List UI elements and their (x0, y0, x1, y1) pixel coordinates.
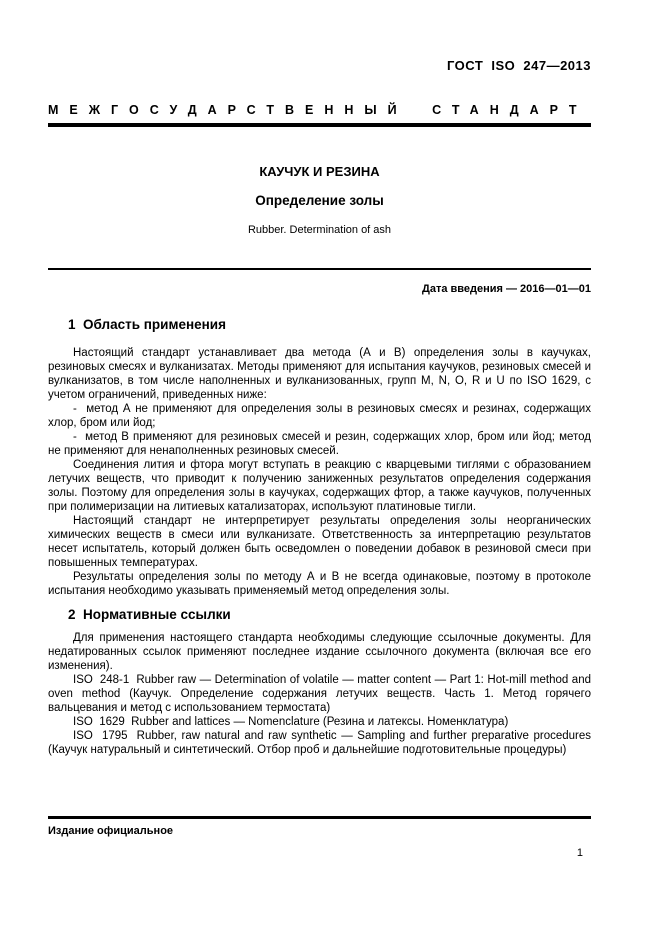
section-2-reference: ISO 1629 Rubber and lattices — Nomenclature (Резина и латексы. Номенклатура) (73, 716, 509, 728)
section-1-list-item: - метод В применяют для резиновых смесей и резин, содержащих хлор, бром или йод; метод не применяют для ненаполненных резиновых смесей. (48, 431, 595, 457)
section-1-heading: 1 Область применения (68, 317, 226, 332)
section-2-reference: ISO 1795 Rubber, raw natural and raw synthetic — Sampling and further preparative procedures (Каучук натуральный и синтетический. Отбор проб и дальнейшие подготовительные процедуры) (48, 730, 595, 756)
section-1-paragraph: Результаты определения золы по методу А и В не всегда одинаковые, поэтому в протоколе испытания необходимо указывать применяемый метод определения золы. (48, 571, 595, 597)
section-2-paragraph: Для применения настоящего стандарта необходимы следующие ссылочные документы. Для недатированных ссылок применяют последнее издание ссылочного документа (включая все его изменения). (48, 632, 595, 672)
section-1-list-item: - метод А не применяют для определения золы в резиновых смесях и резинах, содержащих хлор, бром или йод; (48, 403, 595, 429)
header-rule (48, 123, 591, 127)
section-2-heading: 2 Нормативные ссылки (68, 607, 231, 622)
section-1-paragraph: Настоящий стандарт не интерпретирует результаты определения золы неорганических химических веществ в смеси или вулканизате. Ответственность за интерпретацию результатов несет испытатель, который должен быть осведомлен о поведении добавок в резиновой смеси при повышенных температурах. (48, 515, 595, 569)
title-english: Rubber. Determination of ash (247, 224, 392, 236)
standard-type-label: МЕЖГОСУДАРСТВЕННЫЙ СТАНДАРТ (48, 103, 588, 117)
effective-date: Дата введения — 2016—01—01 (422, 283, 591, 295)
section-2-reference: ISO 248-1 Rubber raw — Determination of volatile — matter content — Part 1: Hot-mill method and oven method (Каучук. Определение содержания летучих веществ. Часть 1. Метод горячего вальцевания и метод с использованием термостата) (48, 674, 595, 714)
page-number: 1 (576, 847, 583, 859)
footer-rule (48, 816, 591, 819)
edition-note: Издание официальное (48, 825, 174, 837)
date-rule (48, 268, 591, 270)
section-1-paragraph: Соединения лития и фтора могут вступать в реакцию с кварцевыми тиглями с образованием летучих веществ, что приводит к получению заниженных результатов определения содержания золы. Поэтому для определения золы в каучуках, содержащих фтор, а также каучуков, полученных при полимеризации на литиевых катализаторах, используют платиновые тигли. (48, 459, 595, 513)
title-sub: Определение золы (255, 193, 384, 208)
section-1-body (48, 346, 595, 598)
section-1-paragraph: Настоящий стандарт устанавливает два метода (А и В) определения золы в каучуках, резиновых смесях и вулканизатах. Методы применяют для испытания каучуков, резиновых смесей и вулканизатов, в том числе наполненных и вулканизованных, групп M, N, O, R и U по ISO 1629, с учетом ограничений, приведенных ниже: (48, 347, 595, 401)
title-main: КАУЧУК И РЕЗИНА (259, 164, 380, 179)
section-2-body (48, 631, 595, 757)
doc-code: ГОСТ ISO 247—2013 (446, 58, 591, 73)
